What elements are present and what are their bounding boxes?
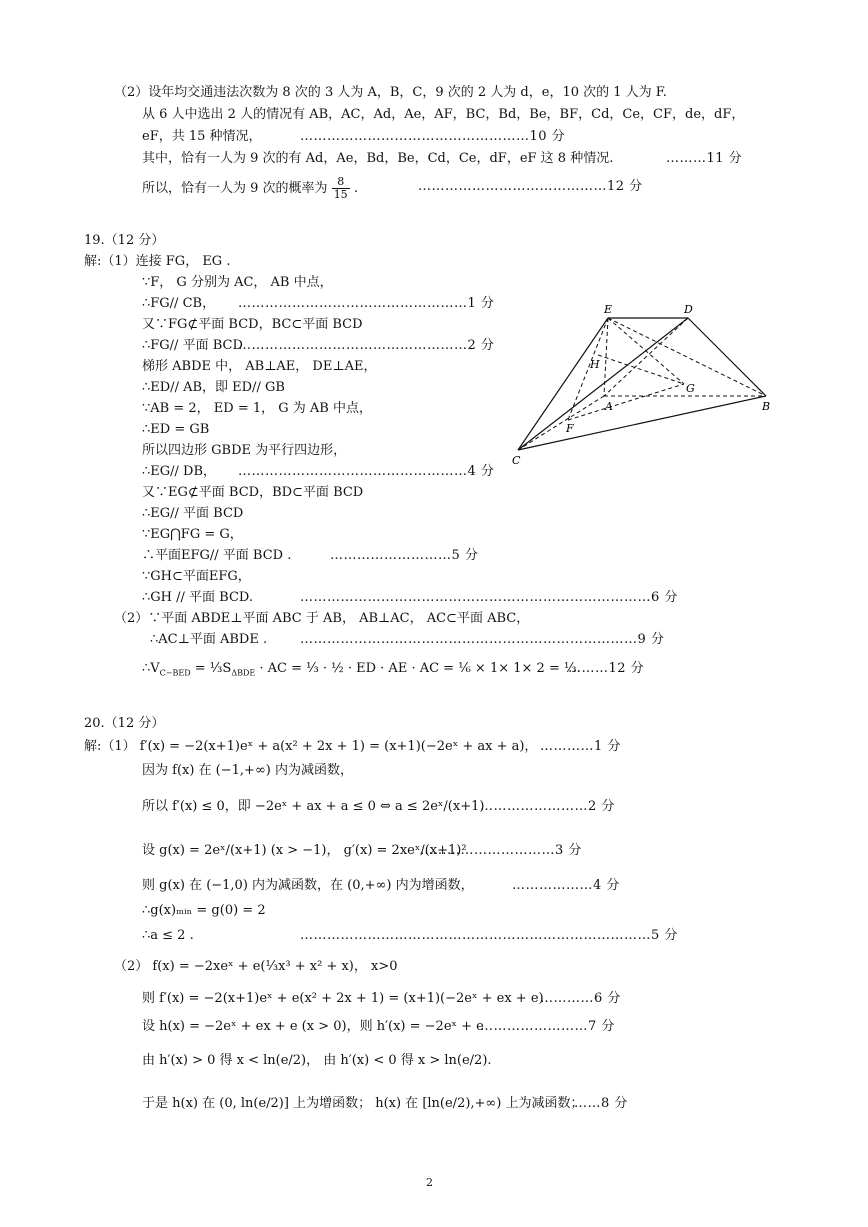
- q19-line: ∵EG⋂FG = G，: [142, 527, 243, 542]
- fraction-8-15: $\frac{8}{15}$: [333, 175, 348, 201]
- q19-line: ∴FG// CB，: [142, 296, 216, 311]
- q18-2-line-3: eF，共 15 种情况，: [142, 129, 262, 144]
- q18-2-line-5: 所以，恰有一人为 9 次的概率为 $\frac{8}{15}$ .: [142, 175, 358, 201]
- label-A: A: [605, 400, 613, 413]
- q19-line: 梯形 ABDE 中， AB⊥AE， DE⊥AE，: [142, 359, 377, 374]
- q20-line: 所以 f′(x) ≤ 0，即 −2eˣ + ax + a ≤ 0 ⇔ a ≤ 2eˣ/(x+1): [142, 799, 485, 814]
- q20-line: ∴g(x)ₘᵢₙ = g(0) = 2: [142, 903, 266, 918]
- q20-line: 设 g(x) = 2eˣ/(x+1) (x > −1)， g′(x) = 2xeˣ/(x+1)²: [142, 843, 467, 858]
- q19-score: ………………………5 分: [330, 548, 479, 563]
- q20-line: 设 h(x) = −2eˣ + ex + e (x > 0)，则 h′(x) = −2eˣ + e: [142, 1019, 484, 1034]
- edge-DA: [604, 318, 688, 396]
- q19-score: ……………………………………………4 分: [238, 464, 495, 479]
- q20-score: ……8 分: [574, 1096, 628, 1111]
- q20-score: …………1 分: [540, 739, 621, 754]
- q20-line: 因为 f(x) 在 (−1,+∞) 内为减函数，: [142, 763, 353, 778]
- q19-2-score-9: …………………………………………………………………9 分: [300, 632, 665, 647]
- q20-score: ……………………7 分: [480, 1019, 615, 1034]
- q19-line: ∴EG// 平面 BCD: [142, 506, 244, 521]
- q19-line: 又∵FG⊄平面 BCD，BC⊂平面 BCD: [142, 317, 363, 332]
- label-G: G: [686, 382, 695, 395]
- q19-2-line-2: ∴AC⊥平面 ABDE .: [150, 632, 268, 647]
- q18-2-score-11: ………11 分: [666, 151, 743, 166]
- q18-2-line-4: 其中，恰有一人为 9 次的有 Ad，Ae，Bd，Be，Cd，Ce，dF，eF 这 8 种情况.: [142, 151, 614, 166]
- q20-line: 于是 h(x) 在 (0, ln(e/2)] 上为增函数； h(x) 在 [ln(e/2),+∞) 上为减函数；: [142, 1096, 584, 1111]
- label-E: E: [604, 303, 613, 316]
- q19-2-score-12: ………12 分: [568, 661, 645, 676]
- q19-heading: 19.（12 分）: [84, 233, 165, 248]
- q19-line: 又∵EG⊄平面 BCD，BD⊂平面 BCD: [142, 485, 364, 500]
- q20-line: 由 h′(x) > 0 得 x < ln(e/2)， 由 h′(x) < 0 得 x > ln(e/2).: [142, 1053, 492, 1068]
- q19-line: ∴ED// AB，即 ED// GB: [142, 380, 285, 395]
- q19-line: ∴FG// 平面 BCD: [142, 338, 243, 353]
- q20-score: ………………4 分: [512, 878, 620, 893]
- q20-score: …………6 分: [540, 991, 621, 1006]
- geometry-figure: [508, 300, 784, 470]
- edge-EC: [518, 318, 608, 450]
- q19-2-volume-line: $\therefore V_{C-BED}$ = $\frac{1}{3}S_{\Delta BDE}$ · AC = ⅓ · ½ · ED · AE · AC = ⅙ × 1× 1× 2 = ⅓.: [142, 661, 581, 678]
- edge-EA: [604, 318, 608, 396]
- q18-2-line-2: 从 6 人中选出 2 人的情况有 AB，AC，Ad，Ae，AF，BC，Bd，Be，BF，Cd，Ce，CF，de，dF，: [142, 107, 745, 122]
- q19-score: ……………………………………………1 分: [238, 296, 495, 311]
- q20-line: ∴a ≤ 2 .: [142, 928, 194, 943]
- q19-line: ∴ED = GB: [142, 422, 210, 437]
- label-B: B: [762, 400, 771, 413]
- q19-line: 所以四边形 GBDE 为平行四边形，: [142, 443, 347, 458]
- edge-DC: [518, 318, 688, 450]
- page-number: 2: [426, 1176, 433, 1189]
- q18-2-prob-text: 所以，恰有一人为 9 次的概率为: [142, 181, 328, 196]
- edge-AC: [518, 396, 604, 450]
- q20-line: 则 g(x) 在 (−1,0) 内为减函数，在 (0,+∞) 内为增函数，: [142, 878, 474, 893]
- q19-score: ……………………………………………2 分: [238, 338, 495, 353]
- label-F: F: [566, 422, 574, 435]
- q18-2-line-1: （2）设年均交通违法次数为 8 次的 3 人为 A，B，C，9 次的 2 人为 d，e，10 次的 1 人为 F.: [114, 85, 667, 100]
- q19-line: ∴平面EFG// 平面 BCD .: [142, 548, 292, 563]
- q20-score: ……………………2 分: [480, 799, 615, 814]
- q20-score: ……………………………………………………………………5 分: [300, 928, 678, 943]
- edge-HG: [598, 355, 684, 384]
- q20-line: （2） f(x) = −2xeˣ + e(⅓x³ + x² + x)， x>0: [114, 959, 398, 974]
- edge-CB: [518, 396, 766, 450]
- q19-line: 解:（1）连接 FG， EG .: [84, 254, 231, 269]
- label-D: D: [684, 303, 693, 316]
- q19-line: ∵F， G 分别为 AC， AB 中点，: [142, 275, 333, 290]
- edge-DB: [688, 318, 766, 396]
- q18-2-score-10: ……………………………………………10 分: [300, 129, 566, 144]
- edge-EF: [568, 318, 608, 420]
- q20-line: 解:（1） f′(x) = −2(x+1)eˣ + a(x² + 2x + 1) = (x+1)(−2eˣ + ax + a)，: [84, 739, 538, 754]
- q19-line: ∵GH⊂平面EFG，: [142, 569, 251, 584]
- q19-line: ∴EG// DB，: [142, 464, 217, 479]
- q20-heading: 20.（12 分）: [84, 716, 165, 731]
- q20-score: …………………………3 分: [420, 843, 582, 858]
- q19-score: ……………………………………………………………………6 分: [300, 590, 678, 605]
- edge-FG: [568, 384, 684, 420]
- q19-2-line-1: （2）∵平面 ABDE⊥平面 ABC 于 AB， AB⊥AC， AC⊂平面 ABC，: [114, 611, 530, 626]
- edge-EG: [608, 318, 684, 384]
- label-C: C: [512, 454, 521, 467]
- q19-line: ∵AB = 2， ED = 1， G 为 AB 中点，: [142, 401, 372, 416]
- q19-line: ∴GH // 平面 BCD.: [142, 590, 253, 605]
- label-H: H: [590, 358, 600, 371]
- q20-line: 则 f′(x) = −2(x+1)eˣ + e(x² + 2x + 1) = (x+1)(−2eˣ + ex + e): [142, 991, 544, 1006]
- q18-2-score-12: ……………………………………12 分: [418, 179, 643, 194]
